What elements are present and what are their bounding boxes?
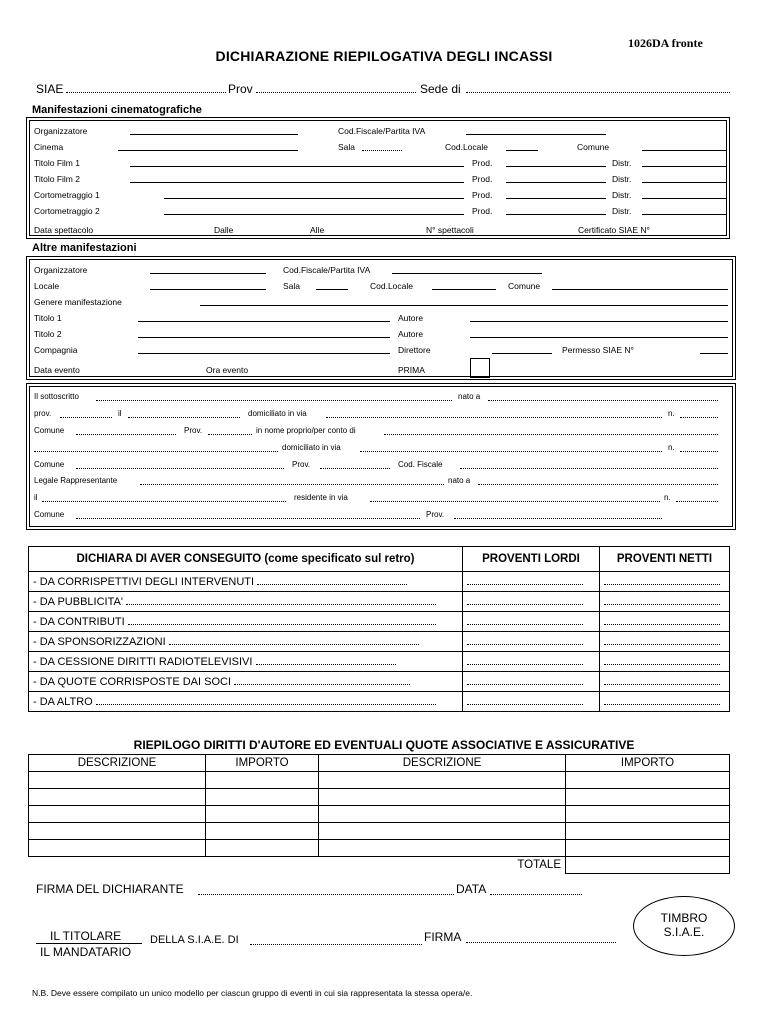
cinema-cinema-label: Cinema: [34, 142, 64, 152]
nato-a-label-2: nato a: [448, 476, 471, 485]
siae-field[interactable]: [66, 92, 226, 93]
cinema-distr4-label: Distr.: [612, 206, 632, 216]
prov-field[interactable]: [256, 92, 416, 93]
netti-cell[interactable]: [600, 592, 730, 612]
altre-titolo2-label: Titolo 2: [34, 329, 62, 339]
table-row: [29, 840, 730, 857]
residente-field[interactable]: [370, 501, 660, 502]
importo-cell[interactable]: [206, 823, 319, 840]
prov-label-3: Prov.: [292, 460, 311, 469]
legale-rappresentante-label: Legale Rappresentante: [34, 476, 118, 485]
dichiara-row-label: - DA CESSIONE DIRITTI RADIOTELEVISIVI: [33, 655, 253, 668]
cinema-cinema-field[interactable]: [118, 150, 298, 151]
descrizione-cell[interactable]: [319, 789, 566, 806]
altre-locale-field[interactable]: [150, 289, 266, 290]
firma-dichiarante-field[interactable]: [198, 894, 454, 895]
n-label-3: n.: [664, 493, 671, 502]
in-nome-proprio-field[interactable]: [384, 434, 718, 435]
descrizione-cell[interactable]: [29, 823, 206, 840]
dichiara-row-label: - DA CORRISPETTIVI DEGLI INTERVENUTI: [33, 575, 255, 588]
n-label-2: n.: [668, 443, 675, 452]
altre-section-heading: Altre manifestazioni: [32, 242, 137, 254]
in-nome-proprio-label: in nome proprio/per conto di: [256, 426, 356, 435]
cinema-nspettacoli-label: N° spettacoli: [426, 225, 474, 235]
importo-header-1: IMPORTO: [206, 755, 319, 772]
cinema-prod2-label: Prod.: [472, 174, 493, 184]
dichiara-row-label: - DA CONTRIBUTI: [33, 615, 125, 628]
descrizione-cell[interactable]: [319, 806, 566, 823]
altre-compagnia-label: Compagnia: [34, 345, 78, 355]
altre-sala-field[interactable]: [316, 289, 348, 290]
altre-permesso-field[interactable]: [700, 353, 728, 354]
cinema-titolo2-label: Titolo Film 2: [34, 174, 80, 184]
altre-locale-label: Locale: [34, 281, 60, 291]
page-title: DICHIARAZIONE RIEPILOGATIVA DEGLI INCASSI: [215, 48, 553, 64]
lordi-cell[interactable]: [463, 592, 600, 612]
n-label-1: n.: [668, 409, 675, 418]
nato-a-field-2[interactable]: [478, 484, 718, 485]
cod-fiscale-field[interactable]: [460, 468, 718, 469]
data-field[interactable]: [490, 894, 582, 895]
altre-titolo2-field[interactable]: [138, 337, 390, 338]
comune-label-1: Comune: [34, 426, 65, 435]
altre-codlocale-label: Cod.Locale: [370, 281, 414, 291]
nato-a-field[interactable]: [488, 400, 718, 401]
riepilogo-title: RIEPILOGO DIRITTI D'AUTORE ED EVENTUALI QUOTE ASSOCIATIVE E ASSICURATIVE: [133, 738, 635, 752]
netti-cell[interactable]: [600, 632, 730, 652]
cinema-codlocale-label: Cod.Locale: [445, 142, 489, 152]
il-field-2[interactable]: [42, 501, 286, 502]
cinema-distr4-field[interactable]: [642, 214, 726, 215]
table-row: [29, 823, 730, 840]
dichiara-row-label: - DA PUBBLICITA': [33, 595, 123, 608]
sede-label: Sede di: [420, 82, 461, 96]
descrizione-cell[interactable]: [319, 772, 566, 789]
descrizione-cell[interactable]: [319, 823, 566, 840]
sede-field[interactable]: [466, 92, 730, 93]
prov-label: Prov: [228, 82, 253, 96]
il-titolare-label[interactable]: IL TITOLARE: [50, 929, 122, 943]
cinema-distr3-label: Distr.: [612, 190, 632, 200]
cinema-prod2-field[interactable]: [506, 182, 606, 183]
cinema-section-heading: Manifestazioni cinematografiche: [32, 104, 202, 116]
table-row: [29, 612, 730, 632]
prov-field-3[interactable]: [320, 468, 390, 469]
table-row: [29, 806, 730, 823]
descrizione-header-2: DESCRIZIONE: [319, 755, 566, 772]
importo-cell[interactable]: [566, 823, 730, 840]
table-row: [29, 672, 730, 692]
prov-label-2: Prov.: [184, 426, 203, 435]
altre-ora-label: Ora evento: [206, 365, 249, 375]
cinema-comune-label: Comune: [577, 142, 610, 152]
altre-codfiscale-label: Cod.Fiscale/Partita IVA: [283, 265, 371, 275]
lordi-cell[interactable]: [463, 652, 600, 672]
firma-label: FIRMA: [424, 930, 462, 944]
il-label-2: il: [34, 493, 38, 502]
timbro-label: TIMBRO: [660, 911, 708, 925]
firma-dichiarante-label: FIRMA DEL DICHIARANTE: [36, 882, 184, 896]
form-code: 1026DA fronte: [628, 36, 703, 50]
netti-cell[interactable]: [600, 572, 730, 592]
altre-genere-label: Genere manifestazione: [34, 297, 122, 307]
comune-field-2[interactable]: [76, 468, 284, 469]
importo-header-2: IMPORTO: [566, 755, 730, 772]
nota-footer: N.B. Deve essere compilato un unico modello per ciascun gruppo di eventi in cui sia rappresentata la stessa opera/e.: [32, 988, 473, 998]
altre-autore1-label: Autore: [398, 313, 424, 323]
altre-autore1-field[interactable]: [470, 321, 728, 322]
cinema-distr1-label: Distr.: [612, 158, 632, 168]
cinema-corto1-field[interactable]: [164, 198, 464, 199]
cinema-corto1-label: Cortometraggio 1: [34, 190, 100, 200]
descrizione-cell[interactable]: [29, 806, 206, 823]
altre-codfiscale-field[interactable]: [392, 273, 542, 274]
altre-comune-label: Comune: [508, 281, 541, 291]
altre-direttore-field[interactable]: [492, 353, 552, 354]
altre-compagnia-field[interactable]: [138, 353, 390, 354]
cinema-distr2-label: Distr.: [612, 174, 632, 184]
descrizione-cell[interactable]: [29, 789, 206, 806]
cinema-prod3-field[interactable]: [506, 198, 606, 199]
descrizione-header-1: DESCRIZIONE: [29, 755, 206, 772]
cinema-titolo1-field[interactable]: [130, 166, 464, 167]
proventi-lordi-header: PROVENTI LORDI: [463, 547, 600, 572]
comune-field-3[interactable]: [76, 518, 420, 519]
cinema-distr2-field[interactable]: [642, 182, 726, 183]
altre-sala-label: Sala: [283, 281, 301, 291]
prov-field-4[interactable]: [454, 518, 662, 519]
cinema-titolo1-label: Titolo Film 1: [34, 158, 80, 168]
altre-autore2-label: Autore: [398, 329, 424, 339]
per-conto-field[interactable]: [34, 451, 278, 452]
totale-label: TOTALE: [319, 857, 566, 874]
domiciliato-field-2[interactable]: [360, 451, 662, 452]
altre-prima-label: PRIMA: [398, 365, 425, 375]
domiciliato-field-1[interactable]: [326, 417, 662, 418]
proventi-netti-header: PROVENTI NETTI: [600, 547, 730, 572]
residente-label: residente in via: [294, 493, 348, 502]
cinema-codlocale-field[interactable]: [506, 150, 538, 151]
importo-cell[interactable]: [206, 789, 319, 806]
sottoscritto-section-box: [26, 383, 736, 530]
lordi-cell[interactable]: [463, 612, 600, 632]
il-mandatario-label[interactable]: IL MANDATARIO: [40, 945, 132, 959]
altre-data-label: Data evento: [34, 365, 80, 375]
n-field-1[interactable]: [680, 417, 718, 418]
comune-label-2: Comune: [34, 460, 65, 469]
cinema-prod4-field[interactable]: [506, 214, 606, 215]
nato-a-label: nato a: [458, 392, 481, 401]
dichiara-header: DICHIARA DI AVER CONSEGUITO (come specificato sul retro): [29, 547, 463, 572]
table-row: [29, 652, 730, 672]
firma-field[interactable]: [466, 942, 616, 943]
totale-row: [29, 857, 730, 874]
table-row: [29, 632, 730, 652]
cinema-prod1-field[interactable]: [506, 166, 606, 167]
altre-autore2-field[interactable]: [470, 337, 728, 338]
sottoscritto-label: Il sottoscritto: [34, 392, 79, 401]
totale-cell[interactable]: [566, 857, 730, 874]
descrizione-cell[interactable]: [29, 772, 206, 789]
cinema-dalle-label: Dalle: [214, 225, 234, 235]
dichiara-row-label: - DA ALTRO: [33, 695, 93, 708]
table-row: [29, 692, 730, 712]
netti-cell[interactable]: [600, 612, 730, 632]
cinema-sala-label: Sala: [338, 142, 356, 152]
descrizione-cell[interactable]: [319, 840, 566, 857]
prov-field-1[interactable]: [60, 417, 112, 418]
altre-genere-field[interactable]: [200, 305, 728, 306]
riepilogo-table: [28, 754, 730, 874]
il-label-1: il: [118, 409, 122, 418]
descrizione-cell[interactable]: [29, 840, 206, 857]
altre-permesso-label: Permesso SIAE N°: [562, 345, 634, 355]
comune-label-3: Comune: [34, 510, 65, 519]
importo-cell[interactable]: [206, 806, 319, 823]
il-field-1[interactable]: [128, 417, 240, 418]
n-field-2[interactable]: [680, 451, 718, 452]
legale-rappresentante-field[interactable]: [140, 484, 444, 485]
altre-direttore-label: Direttore: [398, 345, 431, 355]
altre-comune-field[interactable]: [552, 289, 728, 290]
cinema-distr1-field[interactable]: [642, 166, 726, 167]
cinema-alle-label: Alle: [310, 225, 325, 235]
netti-cell[interactable]: [600, 692, 730, 712]
cinema-data-label: Data spettacolo: [34, 225, 94, 235]
table-row: [29, 572, 730, 592]
altre-codlocale-field[interactable]: [432, 289, 496, 290]
cinema-prod1-label: Prod.: [472, 158, 493, 168]
cinema-prod3-label: Prod.: [472, 190, 493, 200]
cinema-sala-field[interactable]: [362, 150, 402, 151]
lordi-cell[interactable]: [463, 572, 600, 592]
netti-cell[interactable]: [600, 672, 730, 692]
prima-checkbox[interactable]: [470, 358, 490, 378]
dichiara-row-label: - DA SPONSORIZZAZIONI: [33, 635, 166, 648]
n-field-3[interactable]: [676, 501, 718, 502]
cinema-codfiscale-field[interactable]: [466, 134, 606, 135]
lordi-cell[interactable]: [463, 672, 600, 692]
importo-cell[interactable]: [206, 840, 319, 857]
sottoscritto-field[interactable]: [96, 400, 452, 401]
data-label: DATA: [456, 882, 487, 896]
importo-cell[interactable]: [566, 840, 730, 857]
importo-cell[interactable]: [566, 789, 730, 806]
altre-titolo1-field[interactable]: [138, 321, 390, 322]
table-row: [29, 592, 730, 612]
table-row: [29, 789, 730, 806]
siae-stamp-label: S.I.A.E.: [663, 925, 705, 939]
comune-field-1[interactable]: [76, 434, 176, 435]
timbro-stamp: [633, 896, 735, 956]
prov-label-1: prov.: [34, 409, 52, 418]
altre-organizzatore-label: Organizzatore: [34, 265, 88, 275]
titolare-mandatario-divider: [36, 943, 142, 944]
cinema-corto2-label: Cortometraggio 2: [34, 206, 100, 216]
siae-label: SIAE: [36, 82, 64, 96]
cinema-corto2-field[interactable]: [164, 214, 464, 215]
cinema-distr3-field[interactable]: [642, 198, 726, 199]
altre-section-box: [26, 256, 736, 380]
altre-titolo1-label: Titolo 1: [34, 313, 62, 323]
lordi-cell[interactable]: [463, 692, 600, 712]
importo-cell[interactable]: [566, 806, 730, 823]
cinema-comune-field[interactable]: [642, 150, 726, 151]
cod-fiscale-label: Cod. Fiscale: [398, 460, 443, 469]
domiciliato-label-1: domiciliato in via: [248, 409, 307, 418]
dichiara-table: [28, 546, 730, 712]
cinema-prod4-label: Prod.: [472, 206, 493, 216]
cinema-organizzatore-field[interactable]: [130, 134, 298, 135]
della-siae-label: DELLA S.I.A.E. DI: [150, 934, 239, 946]
cinema-certificato-label: Certificato SIAE N°: [578, 225, 650, 235]
importo-cell[interactable]: [206, 772, 319, 789]
cinema-titolo2-field[interactable]: [130, 182, 464, 183]
prov-label-4: Prov.: [426, 510, 445, 519]
altre-organizzatore-field[interactable]: [150, 273, 266, 274]
cinema-organizzatore-label: Organizzatore: [34, 126, 88, 136]
domiciliato-label-2: domiciliato in via: [282, 443, 341, 452]
dichiara-row-label: - DA QUOTE CORRISPOSTE DAI SOCI: [33, 675, 232, 688]
table-row: [29, 772, 730, 789]
prov-field-2[interactable]: [208, 434, 252, 435]
importo-cell[interactable]: [566, 772, 730, 789]
lordi-cell[interactable]: [463, 632, 600, 652]
sede-siae-field[interactable]: [250, 944, 422, 945]
netti-cell[interactable]: [600, 652, 730, 672]
cinema-codfiscale-label: Cod.Fiscale/Partita IVA: [338, 126, 426, 136]
